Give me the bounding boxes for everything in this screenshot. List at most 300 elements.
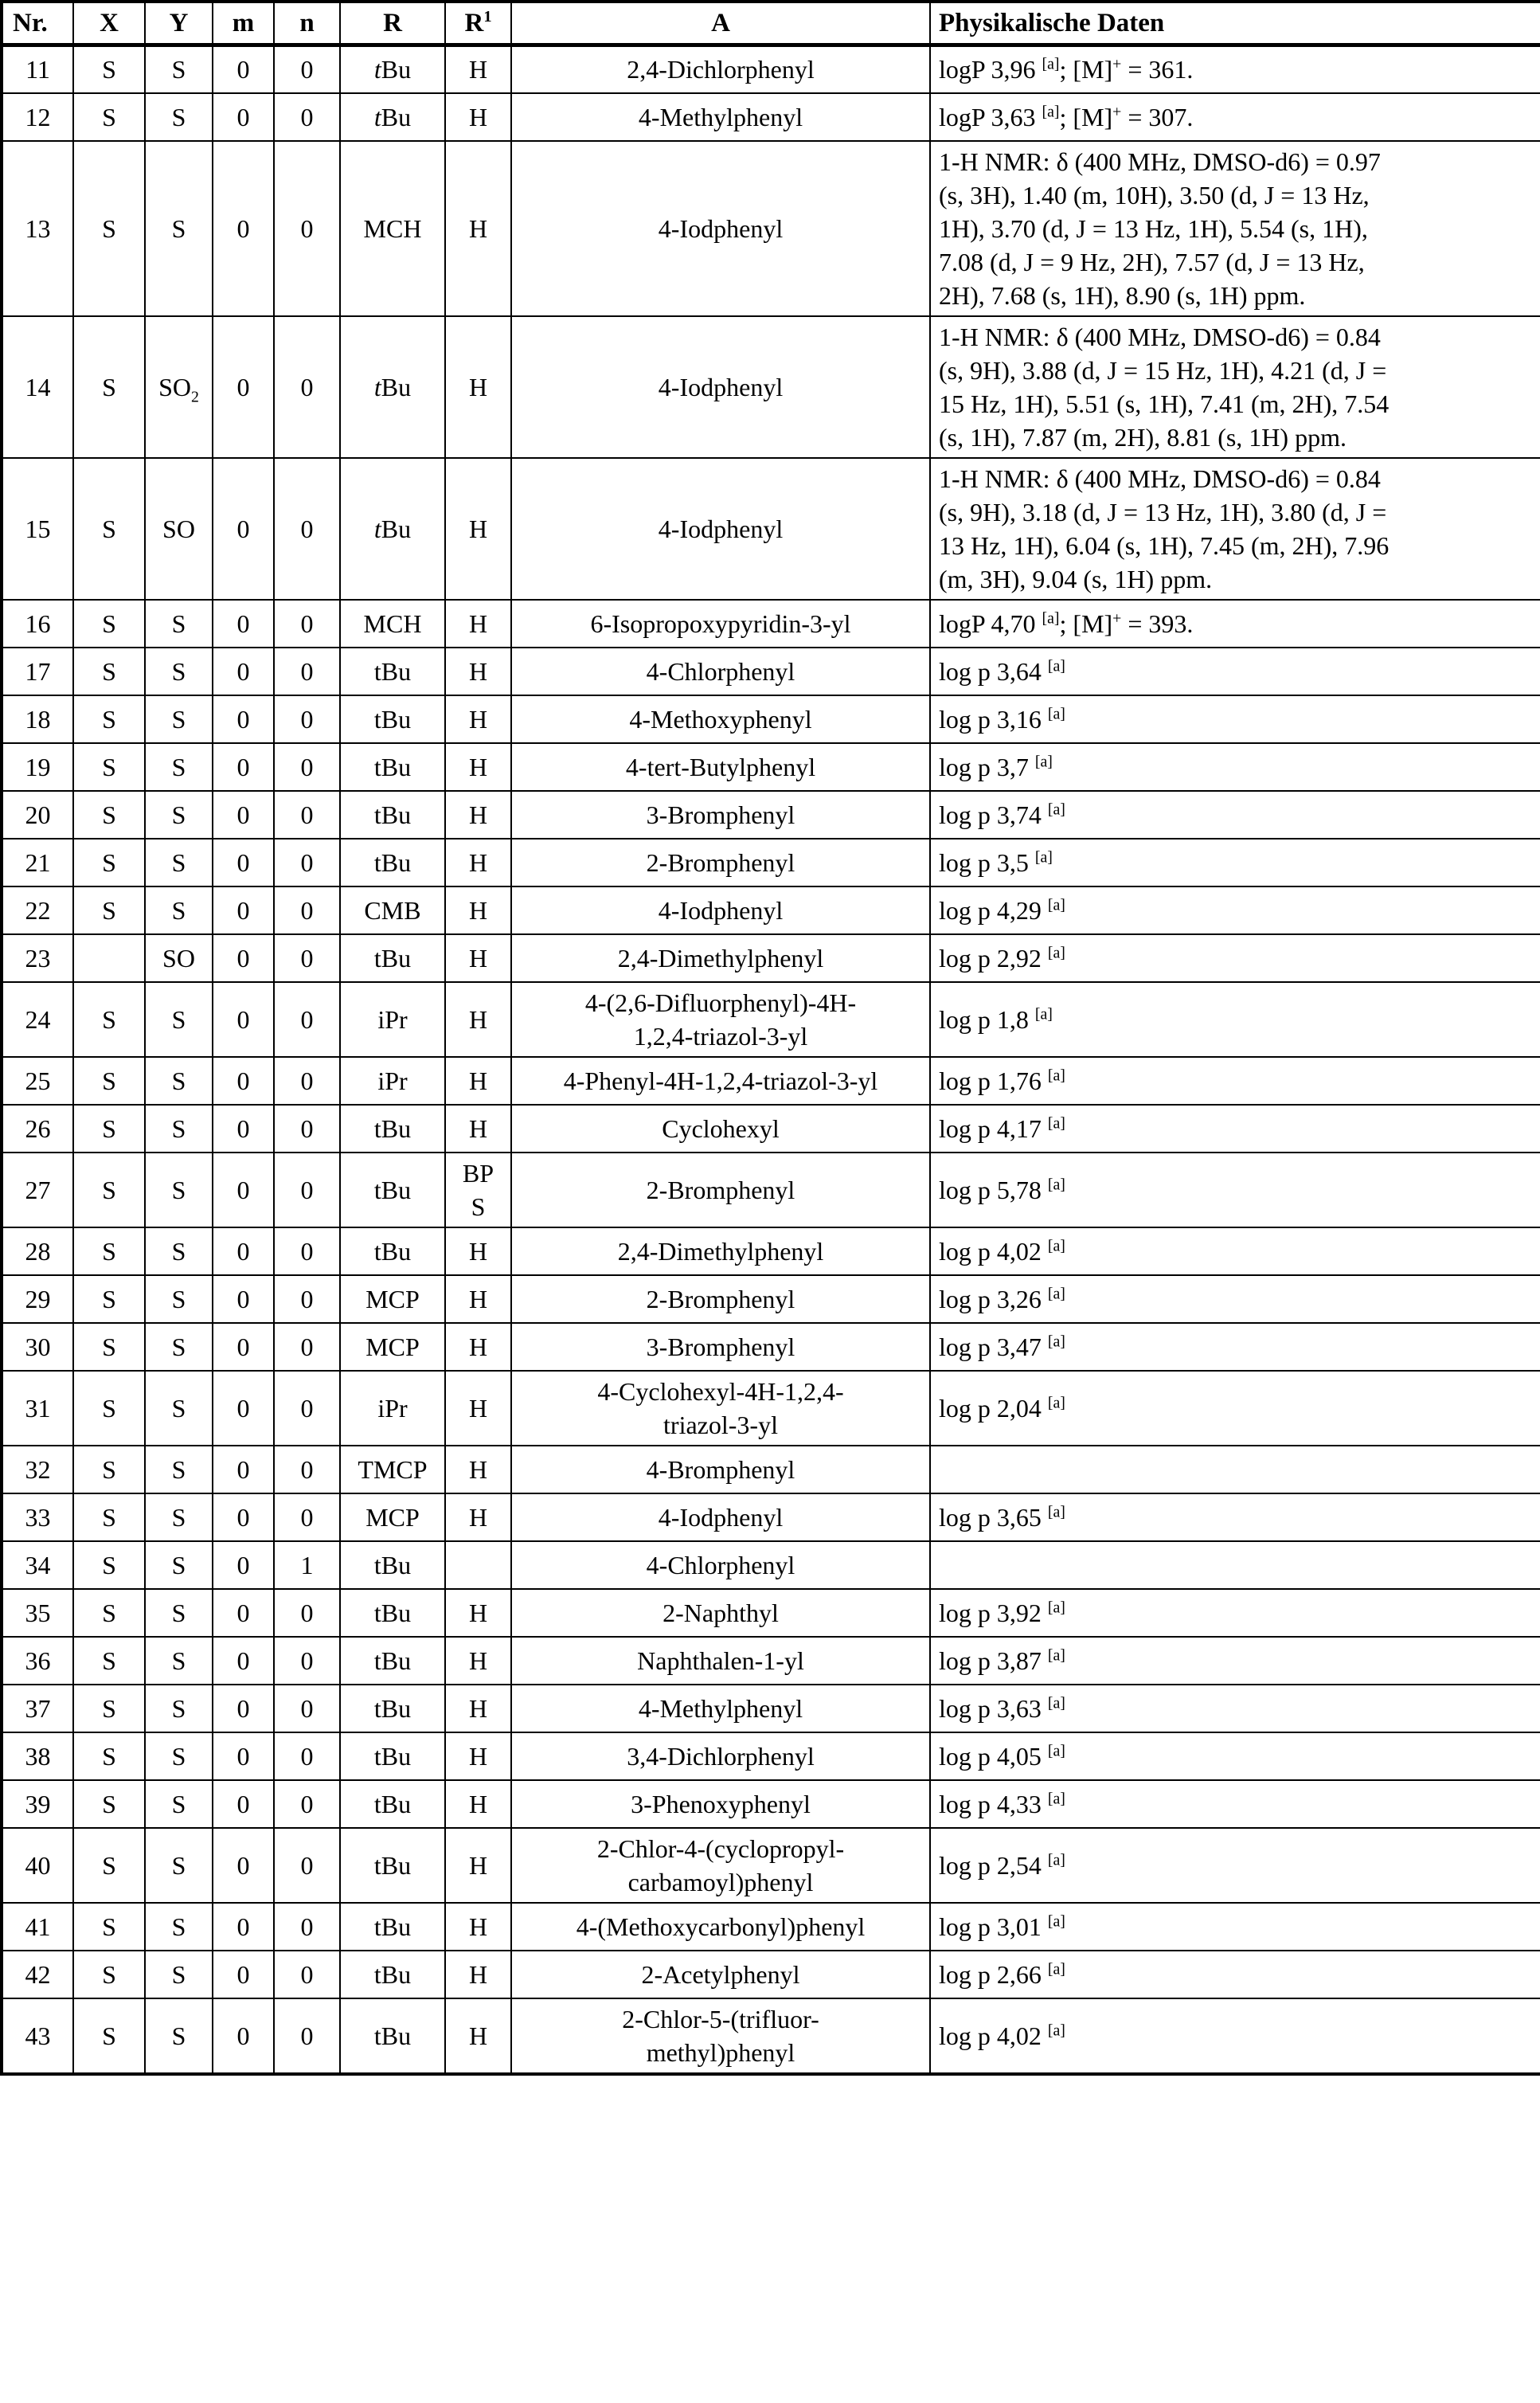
cell-r1: H <box>445 45 511 93</box>
cell-y: SO <box>145 458 213 600</box>
cell-phys: log p 3,65 [a] <box>930 1493 1540 1541</box>
cell-nr: 32 <box>2 1446 73 1493</box>
cell-phys: log p 2,04 [a] <box>930 1371 1540 1446</box>
cell-n: 0 <box>274 1493 340 1541</box>
table-row-24 <box>2 982 1540 1057</box>
cell-r1: H <box>445 1493 511 1541</box>
cell-r1: H <box>445 1903 511 1951</box>
table-row-26 <box>2 1105 1540 1153</box>
cell-n: 0 <box>274 1323 340 1371</box>
cell-m: 0 <box>213 1057 274 1105</box>
cell-y: S <box>145 648 213 695</box>
cell-phys: 1-H NMR: δ (400 MHz, DMSO-d6) = 0.97 (s, 3H), 1.40 (m, 10H), 3.50 (d, J = 13 Hz, 1H), 3.70 (d, J = 13 Hz, 1H), 5.54 (s, 1H), 7.08 (d, J = 9 Hz, 2H), 7.57 (d, J = 13 Hz, 2H), 7.68 (s, 1H), 8.90 (s, 1H) ppm. <box>930 141 1540 316</box>
cell-m: 0 <box>213 1275 274 1323</box>
cell-n: 0 <box>274 743 340 791</box>
cell-r: tBu <box>340 93 445 141</box>
cell-m: 0 <box>213 1493 274 1541</box>
cell-nr: 43 <box>2 1998 73 2074</box>
cell-m: 0 <box>213 839 274 886</box>
cell-r1: H <box>445 886 511 934</box>
cell-x: S <box>73 1903 145 1951</box>
cell-y: S <box>145 600 213 648</box>
cell-a: 4-Bromphenyl <box>511 1446 930 1493</box>
table-row-16 <box>2 600 1540 648</box>
cell-a: 4-Chlorphenyl <box>511 1541 930 1589</box>
cell-x: S <box>73 1227 145 1275</box>
cell-a: 3-Bromphenyl <box>511 1323 930 1371</box>
cell-n: 0 <box>274 93 340 141</box>
cell-r1: H <box>445 982 511 1057</box>
cell-y: S <box>145 1057 213 1105</box>
cell-r: tBu <box>340 1828 445 1903</box>
table-row-28 <box>2 1227 1540 1275</box>
cell-x: S <box>73 791 145 839</box>
cell-a: Cyclohexyl <box>511 1105 930 1153</box>
cell-nr: 19 <box>2 743 73 791</box>
cell-x: S <box>73 458 145 600</box>
cell-m: 0 <box>213 1323 274 1371</box>
cell-nr: 35 <box>2 1589 73 1637</box>
column-header-phys: Physikalische Daten <box>930 2 1540 45</box>
cell-a: 2-Bromphenyl <box>511 1153 930 1227</box>
cell-x: S <box>73 1153 145 1227</box>
cell-n: 0 <box>274 791 340 839</box>
cell-n: 0 <box>274 982 340 1057</box>
cell-y: S <box>145 695 213 743</box>
column-header-x: X <box>73 2 145 45</box>
cell-n: 0 <box>274 934 340 982</box>
table-row-14 <box>2 316 1540 458</box>
cell-a: 4-Methylphenyl <box>511 1685 930 1732</box>
table-row-29 <box>2 1275 1540 1323</box>
cell-n: 0 <box>274 1589 340 1637</box>
cell-a: 2,4-Dichlorphenyl <box>511 45 930 93</box>
table-row-25 <box>2 1057 1540 1105</box>
cell-n: 0 <box>274 1998 340 2074</box>
table-row-38 <box>2 1732 1540 1780</box>
cell-y: S <box>145 1637 213 1685</box>
cell-y: S <box>145 1780 213 1828</box>
cell-r1: H <box>445 1446 511 1493</box>
cell-x: S <box>73 1685 145 1732</box>
cell-a: 4-Iodphenyl <box>511 141 930 316</box>
table-row-11 <box>2 45 1540 93</box>
cell-phys <box>930 1541 1540 1589</box>
cell-r1: H <box>445 791 511 839</box>
cell-x: S <box>73 93 145 141</box>
cell-r: tBu <box>340 1589 445 1637</box>
cell-x: S <box>73 1275 145 1323</box>
table-row-33 <box>2 1493 1540 1541</box>
cell-nr: 23 <box>2 934 73 982</box>
cell-r: tBu <box>340 45 445 93</box>
cell-y: S <box>145 1589 213 1637</box>
cell-nr: 29 <box>2 1275 73 1323</box>
cell-r1: H <box>445 458 511 600</box>
cell-phys: log p 2,54 [a] <box>930 1828 1540 1903</box>
cell-n: 0 <box>274 839 340 886</box>
cell-a: 3-Bromphenyl <box>511 791 930 839</box>
cell-a: 2-Acetylphenyl <box>511 1951 930 1998</box>
cell-phys: logP 3,63 [a]; [M]+ = 307. <box>930 93 1540 141</box>
cell-m: 0 <box>213 458 274 600</box>
cell-y: S <box>145 1732 213 1780</box>
cell-m: 0 <box>213 1153 274 1227</box>
cell-a: 2-Bromphenyl <box>511 1275 930 1323</box>
table-row-13 <box>2 141 1540 316</box>
cell-r1: H <box>445 934 511 982</box>
column-header-y: Y <box>145 2 213 45</box>
cell-x: S <box>73 695 145 743</box>
cell-r: iPr <box>340 1371 445 1446</box>
cell-x: S <box>73 1323 145 1371</box>
cell-nr: 16 <box>2 600 73 648</box>
cell-r1: H <box>445 839 511 886</box>
cell-m: 0 <box>213 1828 274 1903</box>
cell-nr: 38 <box>2 1732 73 1780</box>
cell-m: 0 <box>213 316 274 458</box>
cell-a: 3,4-Dichlorphenyl <box>511 1732 930 1780</box>
cell-x: S <box>73 600 145 648</box>
cell-phys: log p 1,76 [a] <box>930 1057 1540 1105</box>
cell-r: tBu <box>340 743 445 791</box>
cell-x: S <box>73 1446 145 1493</box>
cell-phys: 1-H NMR: δ (400 MHz, DMSO-d6) = 0.84 (s, 9H), 3.88 (d, J = 15 Hz, 1H), 4.21 (d, J = 15 Hz, 1H), 5.51 (s, 1H), 7.41 (m, 2H), 7.54 (s, 1H), 7.87 (m, 2H), 8.81 (s, 1H) ppm. <box>930 316 1540 458</box>
cell-nr: 22 <box>2 886 73 934</box>
cell-a: 4-Phenyl-4H-1,2,4-triazol-3-yl <box>511 1057 930 1105</box>
table-row-20 <box>2 791 1540 839</box>
cell-n: 0 <box>274 886 340 934</box>
cell-r: tBu <box>340 458 445 600</box>
cell-x: S <box>73 648 145 695</box>
cell-y: S <box>145 45 213 93</box>
cell-m: 0 <box>213 1951 274 1998</box>
cell-x: S <box>73 141 145 316</box>
cell-r1: H <box>445 1589 511 1637</box>
cell-a: 2-Chlor-4-(cyclopropyl- carbamoyl)phenyl <box>511 1828 930 1903</box>
table-row-35 <box>2 1589 1540 1637</box>
cell-a: 3-Phenoxyphenyl <box>511 1780 930 1828</box>
cell-m: 0 <box>213 1371 274 1446</box>
cell-y: S <box>145 1541 213 1589</box>
cell-x: S <box>73 886 145 934</box>
cell-y: S <box>145 791 213 839</box>
cell-m: 0 <box>213 1105 274 1153</box>
table-row-18 <box>2 695 1540 743</box>
cell-a: 4-Iodphenyl <box>511 1493 930 1541</box>
cell-y: S <box>145 1493 213 1541</box>
table-row-21 <box>2 839 1540 886</box>
cell-m: 0 <box>213 743 274 791</box>
cell-r1: H <box>445 1685 511 1732</box>
cell-r: MCP <box>340 1323 445 1371</box>
cell-r: MCH <box>340 600 445 648</box>
cell-r: tBu <box>340 934 445 982</box>
cell-y: S <box>145 886 213 934</box>
cell-nr: 25 <box>2 1057 73 1105</box>
cell-x: S <box>73 1371 145 1446</box>
cell-n: 0 <box>274 648 340 695</box>
cell-x: S <box>73 1780 145 1828</box>
cell-phys: log p 5,78 [a] <box>930 1153 1540 1227</box>
cell-r: tBu <box>340 316 445 458</box>
cell-nr: 42 <box>2 1951 73 1998</box>
cell-r: tBu <box>340 1903 445 1951</box>
cell-y: S <box>145 141 213 316</box>
cell-n: 0 <box>274 695 340 743</box>
cell-y: S <box>145 982 213 1057</box>
cell-m: 0 <box>213 1732 274 1780</box>
cell-m: 0 <box>213 648 274 695</box>
cell-a: 2-Bromphenyl <box>511 839 930 886</box>
table-row-30 <box>2 1323 1540 1371</box>
cell-phys: log p 4,02 [a] <box>930 1227 1540 1275</box>
cell-r: tBu <box>340 839 445 886</box>
table-row-34 <box>2 1541 1540 1589</box>
cell-n: 0 <box>274 1637 340 1685</box>
cell-x: S <box>73 1732 145 1780</box>
cell-m: 0 <box>213 1446 274 1493</box>
cell-phys: log p 2,92 [a] <box>930 934 1540 982</box>
cell-x: S <box>73 1057 145 1105</box>
cell-x: S <box>73 1951 145 1998</box>
table-row-17 <box>2 648 1540 695</box>
cell-n: 0 <box>274 1446 340 1493</box>
cell-nr: 15 <box>2 458 73 600</box>
cell-n: 0 <box>274 1153 340 1227</box>
cell-n: 0 <box>274 600 340 648</box>
cell-r: iPr <box>340 982 445 1057</box>
cell-phys: log p 3,47 [a] <box>930 1323 1540 1371</box>
cell-phys: 1-H NMR: δ (400 MHz, DMSO-d6) = 0.84 (s, 9H), 3.18 (d, J = 13 Hz, 1H), 3.80 (d, J = 13 Hz, 1H), 6.04 (s, 1H), 7.45 (m, 2H), 7.96 (m, 3H), 9.04 (s, 1H) ppm. <box>930 458 1540 600</box>
cell-nr: 21 <box>2 839 73 886</box>
cell-r: tBu <box>340 1685 445 1732</box>
cell-r1: H <box>445 1951 511 1998</box>
cell-r1: H <box>445 1227 511 1275</box>
cell-r1: H <box>445 93 511 141</box>
cell-phys: log p 4,05 [a] <box>930 1732 1540 1780</box>
cell-x: S <box>73 45 145 93</box>
cell-nr: 14 <box>2 316 73 458</box>
cell-y: S <box>145 1371 213 1446</box>
table-row-31 <box>2 1371 1540 1446</box>
table-row-40 <box>2 1828 1540 1903</box>
cell-r: MCP <box>340 1493 445 1541</box>
cell-m: 0 <box>213 695 274 743</box>
table-row-23 <box>2 934 1540 982</box>
cell-a: Naphthalen-1-yl <box>511 1637 930 1685</box>
cell-phys: log p 3,7 [a] <box>930 743 1540 791</box>
cell-nr: 41 <box>2 1903 73 1951</box>
table-row-41 <box>2 1903 1540 1951</box>
column-header-r1: $R^1$ <box>445 2 511 45</box>
cell-n: 0 <box>274 1780 340 1828</box>
cell-phys <box>930 1446 1540 1493</box>
cell-nr: 26 <box>2 1105 73 1153</box>
table-row-27 <box>2 1153 1540 1227</box>
cell-y: S <box>145 1828 213 1903</box>
cell-y: S <box>145 1998 213 2074</box>
cell-r: tBu <box>340 1541 445 1589</box>
cell-phys: log p 3,64 [a] <box>930 648 1540 695</box>
table-row-19 <box>2 743 1540 791</box>
cell-m: 0 <box>213 45 274 93</box>
cell-a: 4-Iodphenyl <box>511 316 930 458</box>
cell-r1: H <box>445 600 511 648</box>
cell-x: S <box>73 743 145 791</box>
cell-y: S <box>145 1323 213 1371</box>
cell-n: 0 <box>274 1685 340 1732</box>
cell-phys: log p 4,17 [a] <box>930 1105 1540 1153</box>
cell-a: 4-Methylphenyl <box>511 93 930 141</box>
column-header-n: n <box>274 2 340 45</box>
cell-r: tBu <box>340 1227 445 1275</box>
cell-r1: BP S <box>445 1153 511 1227</box>
cell-x: S <box>73 316 145 458</box>
cell-y: S <box>145 1275 213 1323</box>
cell-y: S <box>145 1227 213 1275</box>
cell-n: 0 <box>274 458 340 600</box>
cell-y: S <box>145 1903 213 1951</box>
cell-a: 4-(Methoxycarbonyl)phenyl <box>511 1903 930 1951</box>
cell-r1: H <box>445 141 511 316</box>
cell-phys: log p 4,29 [a] <box>930 886 1540 934</box>
cell-a: 6-Isopropoxypyridin-3-yl <box>511 600 930 648</box>
cell-a: 4-(2,6-Difluorphenyl)-4H- 1,2,4-triazol-3-yl <box>511 982 930 1057</box>
cell-r1: H <box>445 1323 511 1371</box>
cell-r1: H <box>445 695 511 743</box>
cell-r1: H <box>445 743 511 791</box>
table-row-39 <box>2 1780 1540 1828</box>
cell-r: tBu <box>340 1780 445 1828</box>
cell-m: 0 <box>213 1998 274 2074</box>
column-header-nr: Nr. <box>2 2 73 45</box>
cell-x: S <box>73 1493 145 1541</box>
cell-a: 2,4-Dimethylphenyl <box>511 1227 930 1275</box>
cell-x: S <box>73 1828 145 1903</box>
cell-r1: H <box>445 1732 511 1780</box>
cell-y: S <box>145 1685 213 1732</box>
cell-nr: 40 <box>2 1828 73 1903</box>
cell-n: 0 <box>274 1828 340 1903</box>
cell-r1: H <box>445 316 511 458</box>
cell-x: S <box>73 1998 145 2074</box>
cell-phys: log p 3,16 [a] <box>930 695 1540 743</box>
cell-a: 4-Chlorphenyl <box>511 648 930 695</box>
cell-m: 0 <box>213 1637 274 1685</box>
cell-n: 0 <box>274 45 340 93</box>
cell-r: CMB <box>340 886 445 934</box>
cell-y: SO <box>145 934 213 982</box>
column-header-a: A <box>511 2 930 45</box>
table-body <box>2 45 1540 2074</box>
cell-n: 0 <box>274 316 340 458</box>
cell-r: tBu <box>340 1951 445 1998</box>
cell-m: 0 <box>213 934 274 982</box>
cell-phys: log p 3,01 [a] <box>930 1903 1540 1951</box>
cell-nr: 17 <box>2 648 73 695</box>
cell-x <box>73 934 145 982</box>
cell-nr: 11 <box>2 45 73 93</box>
cell-r: tBu <box>340 1998 445 2074</box>
table-row-15 <box>2 458 1540 600</box>
cell-nr: 28 <box>2 1227 73 1275</box>
cell-r1: H <box>445 648 511 695</box>
cell-x: S <box>73 1541 145 1589</box>
cell-r1: H <box>445 1998 511 2074</box>
cell-m: 0 <box>213 93 274 141</box>
cell-m: 0 <box>213 1227 274 1275</box>
cell-m: 0 <box>213 1589 274 1637</box>
cell-r: MCH <box>340 141 445 316</box>
cell-n: 0 <box>274 1903 340 1951</box>
cell-n: 0 <box>274 1732 340 1780</box>
cell-r1: H <box>445 1637 511 1685</box>
cell-m: 0 <box>213 1541 274 1589</box>
cell-a: 4-Iodphenyl <box>511 458 930 600</box>
cell-m: 0 <box>213 600 274 648</box>
cell-a: 2-Naphthyl <box>511 1589 930 1637</box>
cell-nr: 31 <box>2 1371 73 1446</box>
cell-y: S <box>145 743 213 791</box>
cell-y: S <box>145 1153 213 1227</box>
cell-r: tBu <box>340 1732 445 1780</box>
cell-phys: log p 3,26 [a] <box>930 1275 1540 1323</box>
cell-nr: 30 <box>2 1323 73 1371</box>
cell-phys: log p 3,5 [a] <box>930 839 1540 886</box>
cell-phys: log p 3,87 [a] <box>930 1637 1540 1685</box>
cell-n: 1 <box>274 1541 340 1589</box>
cell-x: S <box>73 1589 145 1637</box>
cell-a: 2-Chlor-5-(trifluor- methyl)phenyl <box>511 1998 930 2074</box>
cell-r1: H <box>445 1371 511 1446</box>
table-row-37 <box>2 1685 1540 1732</box>
cell-nr: 34 <box>2 1541 73 1589</box>
cell-r: tBu <box>340 695 445 743</box>
cell-r: tBu <box>340 1105 445 1153</box>
column-header-r: R <box>340 2 445 45</box>
cell-phys: logP 3,96 [a]; [M]+ = 361. <box>930 45 1540 93</box>
cell-r: tBu <box>340 1153 445 1227</box>
cell-nr: 27 <box>2 1153 73 1227</box>
cell-phys: log p 3,74 [a] <box>930 791 1540 839</box>
cell-r1: H <box>445 1105 511 1153</box>
cell-phys: logP 4,70 [a]; [M]+ = 393. <box>930 600 1540 648</box>
cell-a: 4-Iodphenyl <box>511 886 930 934</box>
cell-nr: 13 <box>2 141 73 316</box>
cell-y: S <box>145 1105 213 1153</box>
cell-r: TMCP <box>340 1446 445 1493</box>
cell-y: $SO_2$ <box>145 316 213 458</box>
cell-r: tBu <box>340 791 445 839</box>
cell-n: 0 <box>274 1227 340 1275</box>
table-row-22 <box>2 886 1540 934</box>
table-row-32 <box>2 1446 1540 1493</box>
cell-phys: log p 4,33 [a] <box>930 1780 1540 1828</box>
cell-a: 4-tert-Butylphenyl <box>511 743 930 791</box>
cell-r1 <box>445 1541 511 1589</box>
cell-nr: 12 <box>2 93 73 141</box>
cell-r1: H <box>445 1057 511 1105</box>
cell-r1: H <box>445 1828 511 1903</box>
cell-r: tBu <box>340 648 445 695</box>
cell-nr: 18 <box>2 695 73 743</box>
table-row-36 <box>2 1637 1540 1685</box>
cell-y: S <box>145 1446 213 1493</box>
cell-m: 0 <box>213 1903 274 1951</box>
cell-m: 0 <box>213 1685 274 1732</box>
cell-x: S <box>73 982 145 1057</box>
